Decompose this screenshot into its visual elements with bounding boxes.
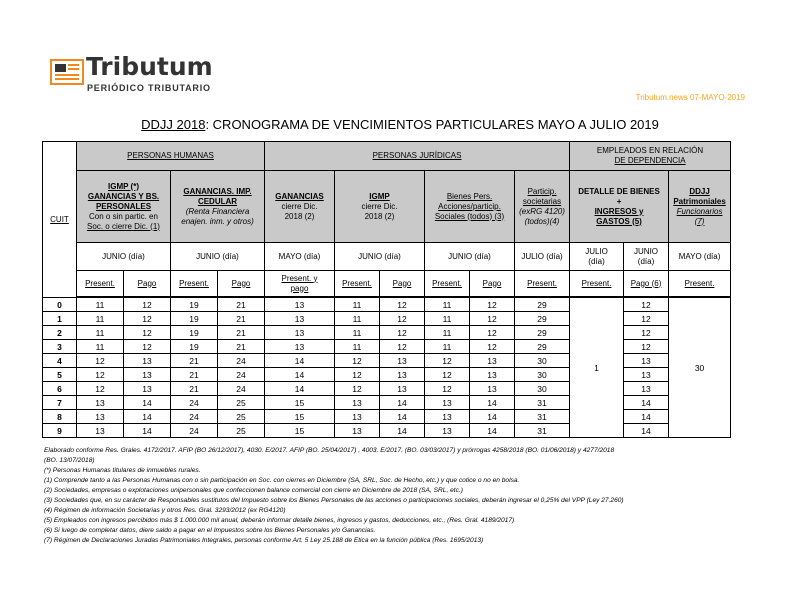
cell-value: 14 bbox=[380, 396, 425, 410]
cell-value: 12 bbox=[124, 312, 171, 326]
dateline: Tributum.news 07-MAYO-2019 bbox=[635, 93, 745, 102]
cell-value: 25 bbox=[218, 424, 265, 438]
cell-value: 11 bbox=[77, 298, 124, 312]
cell-value: 21 bbox=[218, 298, 265, 312]
logo-name: Tributum bbox=[86, 52, 213, 81]
gic-title: GANANCIAS. IMP. bbox=[183, 186, 252, 196]
cell-value: 14 bbox=[470, 410, 515, 424]
det-line2: + bbox=[616, 196, 622, 206]
cell-value: 11 bbox=[335, 326, 380, 340]
cuit-digit: 6 bbox=[43, 382, 77, 396]
cell-value: 29 bbox=[515, 340, 570, 354]
cell-value: 12 bbox=[425, 354, 470, 368]
col-igmp-juridicas bbox=[335, 171, 425, 243]
month-junio-4: JUNIO (día) bbox=[425, 243, 515, 271]
group-personas-juridicas: PERSONAS JURÍDICAS bbox=[265, 142, 570, 171]
cell-value: 12 bbox=[380, 298, 425, 312]
julio-line1: JULIO bbox=[585, 246, 608, 256]
month-julio-1: JULIO (día) bbox=[515, 243, 570, 271]
month-junio-5 bbox=[624, 243, 669, 271]
junio-line2: (día) bbox=[637, 256, 655, 266]
footnote: (2) Sociedades, empresas o explotaciones unipersonales que confeccionen balance comercial con cierre en Diciembre de 2018 (SA, SRL, etc.) bbox=[44, 487, 463, 494]
cell-value: 12 bbox=[425, 382, 470, 396]
cell-value: 11 bbox=[425, 340, 470, 354]
cell-value: 21 bbox=[218, 340, 265, 354]
cell-value: 12 bbox=[124, 340, 171, 354]
cell-value: 13 bbox=[425, 396, 470, 410]
cell-value: 13 bbox=[265, 312, 335, 326]
col-pago-6: Pago (6) bbox=[624, 271, 669, 297]
cell-value: 15 bbox=[265, 396, 335, 410]
cell-value: 13 bbox=[265, 340, 335, 354]
col-ganancias-juridicas bbox=[265, 171, 335, 243]
col-particip-societarias bbox=[515, 171, 570, 243]
cell-value: 12 bbox=[335, 382, 380, 396]
gan-line3: 2018 (2) bbox=[284, 211, 315, 221]
gan-line2: cierre Dic. bbox=[281, 201, 318, 211]
month-junio-2: JUNIO (día) bbox=[171, 243, 265, 271]
col-ddjj-patrimoniales bbox=[669, 171, 731, 243]
cell-value: 13 bbox=[335, 396, 380, 410]
cell-value: 11 bbox=[77, 326, 124, 340]
cell-value: 12 bbox=[624, 298, 669, 312]
cuit-digit: 5 bbox=[43, 368, 77, 382]
gic-line3: (Renta Financiera bbox=[185, 206, 250, 216]
col-present: Present. bbox=[77, 271, 124, 297]
ddjj-present-merged: 30 bbox=[669, 298, 731, 438]
cell-value: 31 bbox=[515, 410, 570, 424]
group-empleados bbox=[570, 142, 731, 171]
cell-value: 12 bbox=[624, 312, 669, 326]
footnote: (4) Régimen de información Societarias y otros Res. Gral. 3293/2012 (ex RG4120) bbox=[44, 507, 286, 514]
cell-value: 13 bbox=[124, 354, 171, 368]
col-pago: Pago bbox=[124, 271, 171, 297]
cell-value: 25 bbox=[218, 410, 265, 424]
cell-value: 11 bbox=[335, 298, 380, 312]
cell-value: 24 bbox=[218, 354, 265, 368]
igmpj-title: IGMP bbox=[369, 191, 390, 201]
footnote: Elaborado conforme Res. Grales. 4172/2017. AFIP (BO 26/12/2017), 4030. E/2017. AFIP (BO. 25/04/2017) , 4003. E/2017. (BO. 03/03/2017) y prórrogas 4258/2018 (BO. 01/06/2018) y 4277/2018 bbox=[44, 447, 615, 454]
cell-value: 13 bbox=[380, 368, 425, 382]
col-present: Present. bbox=[425, 271, 470, 297]
footnote: (3) Sociedades que, en su carácter de Responsables sustitutos del Impuesto sobre los Bienes Personales de las acciones o participaciones sociales, deberán ingresar el 0,25% del VPP (Ley 27.260) bbox=[44, 497, 624, 504]
junio-line1: JUNIO bbox=[634, 246, 659, 256]
ps-line4: (todos)(4) bbox=[524, 216, 560, 226]
col-present: Present. bbox=[171, 271, 218, 297]
month-mayo-1: MAYO (día) bbox=[265, 243, 335, 271]
cell-value: 24 bbox=[218, 368, 265, 382]
cell-value: 12 bbox=[380, 340, 425, 354]
cell-value: 14 bbox=[380, 410, 425, 424]
cell-value: 24 bbox=[171, 396, 218, 410]
cell-value: 12 bbox=[124, 326, 171, 340]
cuit-digit: 0 bbox=[43, 298, 77, 312]
schedule-table bbox=[42, 141, 758, 438]
cell-value: 11 bbox=[77, 312, 124, 326]
cell-value: 11 bbox=[425, 298, 470, 312]
cell-value: 19 bbox=[171, 298, 218, 312]
cuit-digit: 4 bbox=[43, 354, 77, 368]
cell-value: 13 bbox=[77, 410, 124, 424]
cell-value: 21 bbox=[218, 326, 265, 340]
det-line4: GASTOS (5) bbox=[596, 216, 642, 226]
ddjj-line1: DDJJ bbox=[689, 186, 710, 196]
cell-value: 15 bbox=[265, 424, 335, 438]
cell-value: 12 bbox=[470, 298, 515, 312]
cell-value: 24 bbox=[218, 382, 265, 396]
ps-line1: Particip. bbox=[527, 186, 557, 196]
cell-value: 12 bbox=[77, 382, 124, 396]
cuit-digit: 7 bbox=[43, 396, 77, 410]
igmp-line5: Soc. o cierre Dic. (1) bbox=[87, 221, 160, 231]
footnote: (BO. 13/07/2018) bbox=[44, 457, 95, 464]
cell-value: 11 bbox=[77, 340, 124, 354]
cell-value: 13 bbox=[265, 326, 335, 340]
cell-value: 13 bbox=[470, 354, 515, 368]
cell-value: 29 bbox=[515, 312, 570, 326]
col-pago: Pago bbox=[470, 271, 515, 297]
month-junio-3: JUNIO (día) bbox=[335, 243, 425, 271]
col-bienes-personales bbox=[425, 171, 515, 243]
logo-subtitle: PERIÓDICO TRIBUTARIO bbox=[87, 83, 211, 93]
igmp-line4: Con o sin partic. en bbox=[89, 211, 158, 221]
bp-line1: Bienes Pers. bbox=[446, 191, 493, 201]
gic-line2: CEDULAR bbox=[197, 196, 238, 206]
cell-value: 21 bbox=[171, 354, 218, 368]
cell-value: 12 bbox=[124, 298, 171, 312]
cell-value: 12 bbox=[470, 326, 515, 340]
igmp-line2: GANANCIAS Y BS. bbox=[87, 191, 160, 201]
empleados-line1: EMPLEADOS EN RELACIÓN bbox=[596, 146, 704, 155]
cell-value: 11 bbox=[425, 326, 470, 340]
cell-value: 12 bbox=[470, 312, 515, 326]
footnote: (1) Comprende tanto a las Personas Humanas con o sin participación en Soc. con cierres en Diciembre (SA, SRL, Soc. de Hecho, etc.) y que cotice o no en bolsa. bbox=[44, 477, 520, 484]
cuit-digit: 2 bbox=[43, 326, 77, 340]
igmp-title: IGMP (*) bbox=[108, 181, 139, 191]
col-present: Present. bbox=[335, 271, 380, 297]
ps-line3: (exRG 4120) bbox=[519, 206, 565, 216]
cell-value: 13 bbox=[380, 354, 425, 368]
cell-value: 25 bbox=[218, 396, 265, 410]
cell-value: 11 bbox=[425, 312, 470, 326]
cuit-digit: 9 bbox=[43, 424, 77, 438]
newspaper-icon bbox=[50, 59, 84, 85]
ps-line2: societarias bbox=[522, 196, 562, 206]
present-pago-line1: Present. y bbox=[281, 273, 318, 283]
present-pago-line2: pago bbox=[290, 283, 309, 293]
gic-line4: enajen. inm. y otros) bbox=[181, 216, 254, 226]
cell-value: 13 bbox=[77, 396, 124, 410]
cell-value: 14 bbox=[624, 410, 669, 424]
igmpj-line3: 2018 (2) bbox=[364, 211, 395, 221]
col-detalle-bienes bbox=[570, 171, 669, 243]
cell-value: 13 bbox=[425, 424, 470, 438]
cell-value: 13 bbox=[470, 368, 515, 382]
cell-value: 12 bbox=[380, 312, 425, 326]
cell-value: 19 bbox=[171, 326, 218, 340]
cell-value: 24 bbox=[171, 424, 218, 438]
cell-value: 13 bbox=[335, 424, 380, 438]
cell-value: 14 bbox=[380, 424, 425, 438]
cell-value: 31 bbox=[515, 424, 570, 438]
cell-value: 12 bbox=[624, 326, 669, 340]
cuit-digit: 3 bbox=[43, 340, 77, 354]
footnote: (*) Personas Humanas titulares de inmuebles rurales. bbox=[44, 467, 201, 474]
julio-line2: (día) bbox=[588, 256, 605, 266]
cell-value: 13 bbox=[265, 298, 335, 312]
cell-value: 21 bbox=[171, 368, 218, 382]
cell-value: 11 bbox=[335, 340, 380, 354]
col-present-y-pago bbox=[265, 271, 335, 297]
cell-value: 11 bbox=[335, 312, 380, 326]
cell-value: 12 bbox=[380, 326, 425, 340]
month-julio-2 bbox=[570, 243, 624, 271]
footnote: (6) Si luego de completar datos, diere saldo a pagar en el Impuestos sobre los Bienes Personales y/o Ganancias. bbox=[44, 527, 376, 534]
col-pago: Pago bbox=[218, 271, 265, 297]
cell-value: 21 bbox=[218, 312, 265, 326]
cell-value: 15 bbox=[265, 410, 335, 424]
cell-value: 30 bbox=[515, 368, 570, 382]
cell-value: 13 bbox=[124, 382, 171, 396]
detalle-present-merged: 1 bbox=[570, 298, 624, 438]
cell-value: 12 bbox=[77, 368, 124, 382]
group-personas-humanas: PERSONAS HUMANAS bbox=[77, 142, 265, 171]
title-ddjj: DDJJ 2018 bbox=[141, 117, 206, 132]
gan-title: GANANCIAS bbox=[275, 191, 324, 201]
col-igmp-ganancias bbox=[77, 171, 171, 243]
cell-value: 31 bbox=[515, 396, 570, 410]
det-line1: DETALLE DE BIENES bbox=[578, 186, 660, 196]
cell-value: 13 bbox=[470, 382, 515, 396]
bp-line3: Sociales (todos) (3) bbox=[434, 211, 505, 221]
col-present: Present. bbox=[669, 271, 731, 297]
month-junio-1: JUNIO (día) bbox=[77, 243, 171, 271]
col-pago: Pago bbox=[380, 271, 425, 297]
cell-value: 19 bbox=[171, 340, 218, 354]
cell-value: 21 bbox=[171, 382, 218, 396]
ddjj-line2: Patrimoniales bbox=[673, 196, 726, 206]
month-mayo-2: MAYO (día) bbox=[669, 243, 731, 271]
cell-value: 13 bbox=[624, 382, 669, 396]
cell-value: 13 bbox=[624, 354, 669, 368]
bp-line2: Acciones/particip. bbox=[438, 201, 501, 211]
cell-value: 13 bbox=[77, 424, 124, 438]
cell-value: 14 bbox=[265, 354, 335, 368]
cell-value: 14 bbox=[624, 424, 669, 438]
det-line3: INGRESOS y bbox=[594, 206, 644, 216]
cell-value: 14 bbox=[265, 368, 335, 382]
ddjj-line4: (7) bbox=[694, 216, 705, 226]
cell-value: 12 bbox=[335, 368, 380, 382]
igmp-line3: PERSONALES bbox=[95, 201, 152, 211]
cell-value: 12 bbox=[470, 340, 515, 354]
cell-value: 12 bbox=[624, 340, 669, 354]
cell-value: 14 bbox=[124, 396, 171, 410]
empleados-line2: DE DEPENDENCIA bbox=[614, 156, 686, 165]
cell-value: 14 bbox=[124, 410, 171, 424]
cell-value: 30 bbox=[515, 382, 570, 396]
footnote: (7) Régimen de Declaraciones Juradas Patrimoniales Integrales, personas conforme Art. 5 Ley 25.188 de Etica en la función pública (Res. 1695/2013) bbox=[44, 537, 484, 544]
tributum-logo bbox=[50, 52, 220, 98]
cell-value: 13 bbox=[380, 382, 425, 396]
cell-value: 14 bbox=[470, 396, 515, 410]
cell-value: 19 bbox=[171, 312, 218, 326]
ddjj-line3: Funcionarios bbox=[676, 206, 723, 216]
cuit-digit: 1 bbox=[43, 312, 77, 326]
col-present: Present. bbox=[515, 271, 570, 297]
cell-value: 13 bbox=[124, 368, 171, 382]
cell-value: 12 bbox=[425, 368, 470, 382]
col-present: Present. bbox=[570, 271, 624, 297]
cell-value: 13 bbox=[425, 410, 470, 424]
cuit-digit: 8 bbox=[43, 410, 77, 424]
cell-value: 14 bbox=[265, 382, 335, 396]
cell-value: 14 bbox=[124, 424, 171, 438]
cell-value: 30 bbox=[515, 354, 570, 368]
cell-value: 13 bbox=[335, 410, 380, 424]
cell-value: 14 bbox=[624, 396, 669, 410]
cell-value: 24 bbox=[171, 410, 218, 424]
cell-value: 13 bbox=[624, 368, 669, 382]
cell-value: 29 bbox=[515, 326, 570, 340]
title-rest: : CRONOGRAMA DE VENCIMIENTOS PARTICULARES MAYO A JULIO 2019 bbox=[205, 117, 659, 132]
cell-value: 12 bbox=[77, 354, 124, 368]
cuit-header: CUIT bbox=[43, 142, 77, 298]
cell-value: 29 bbox=[515, 298, 570, 312]
page-title bbox=[0, 117, 800, 132]
col-ganancias-cedular bbox=[171, 171, 265, 243]
igmpj-line2: cierre Dic. bbox=[361, 201, 398, 211]
footnotes bbox=[44, 446, 760, 546]
footnote: (5) Empleados con ingresos percibidos más $ 1.000.000 mil anual, deberán informar detalle bienes, ingresos y gastos, deducciones, etc., (Res. Gral. 4189/2017) bbox=[44, 517, 515, 524]
cell-value: 12 bbox=[335, 354, 380, 368]
cell-value: 14 bbox=[470, 424, 515, 438]
